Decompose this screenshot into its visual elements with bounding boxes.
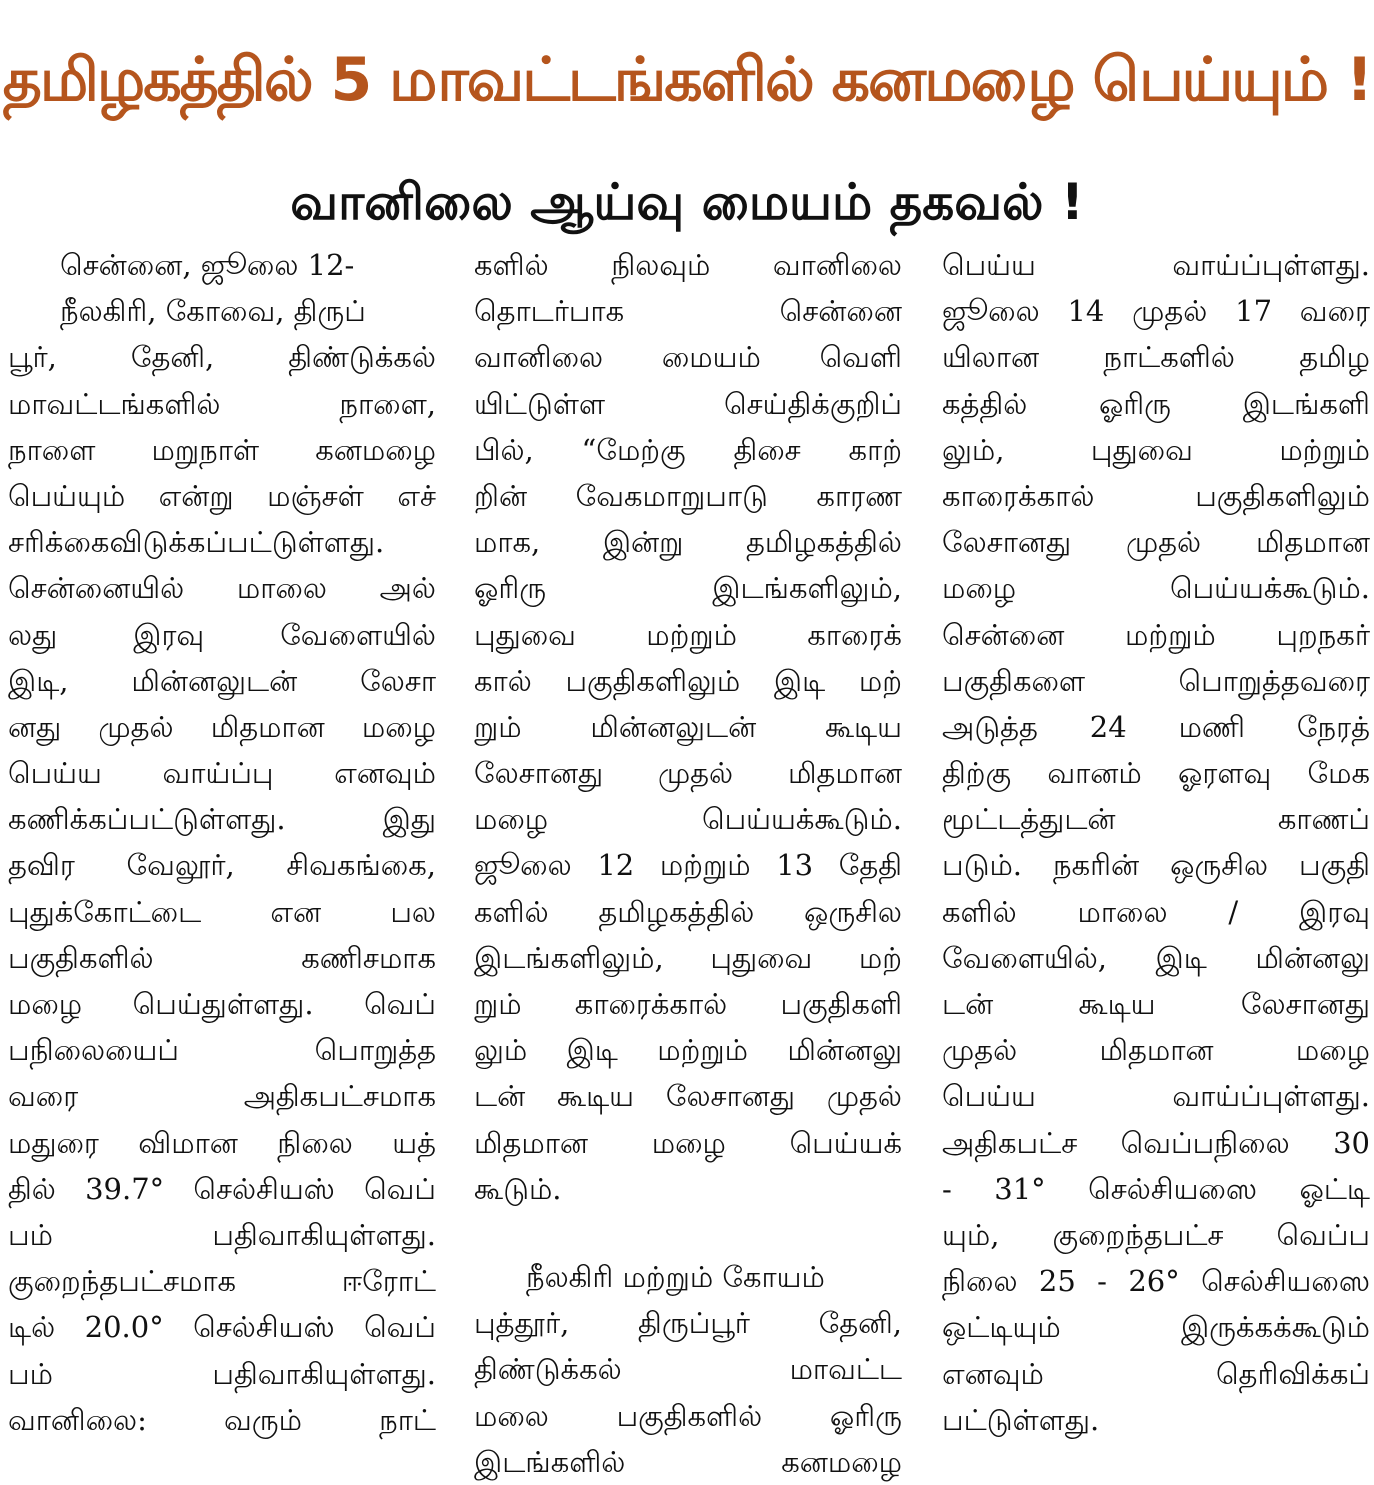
article-line: மிதமான மழை பெய்யக் <box>474 1125 902 1160</box>
article-line: பகுதிகளில் கணிசமாக <box>8 940 436 975</box>
article-column-1 <box>8 242 436 1437</box>
article-line: பெய்ய வாய்ப்புள்ளது. <box>942 248 1370 282</box>
article-line: களில் நிலவும் வானிலை <box>474 248 902 282</box>
article-line: பெய்யும் என்று மஞ்சள் எச் <box>8 478 436 513</box>
article-column-3 <box>942 242 1370 1437</box>
article-line: யிலான நாட்களில் தமிழ <box>942 340 1370 375</box>
article-line: சென்னை, ஜூலை 12- <box>60 248 355 282</box>
article-line: நாளை மறுநாள் கனமழை <box>8 432 436 467</box>
article-line: தில் 39.7° செல்சியஸ் வெப் <box>8 1171 436 1206</box>
article-line: கூடும். <box>474 1171 562 1206</box>
article-line: காரைக்கால் பகுதிகளிலும் <box>942 478 1370 513</box>
article-line: களில் மாலை / இரவு <box>942 894 1370 929</box>
article-line: - 31° செல்சியஸை ஓட்டி <box>942 1171 1370 1206</box>
article-line: கத்தில் ஓரிரு இடங்களி <box>942 386 1370 421</box>
article-line: பெய்ய வாய்ப்புள்ளது. <box>942 1079 1370 1114</box>
article-line: பில், “மேற்கு திசை காற் <box>474 432 902 467</box>
article-line: இடங்களில் கனமழை <box>474 1444 902 1479</box>
article-line: பநிலையைப் பொறுத்த <box>8 1033 436 1068</box>
article-line: னது முதல் மிதமான மழை <box>8 709 436 744</box>
article-line: லேசானது முதல் மிதமான <box>942 525 1370 560</box>
article-line: படும். நகரின் ஒருசில பகுதி <box>942 848 1370 883</box>
article-line: றும் மின்னலுடன் கூடிய <box>474 709 902 744</box>
article-line: சரிக்கைவிடுக்கப்பட்டுள்ளது. <box>8 525 385 560</box>
article-line: ஜூலை 14 முதல் 17 வரை <box>942 294 1370 329</box>
article-line: களில் தமிழகத்தில் ஒருசில <box>474 894 902 929</box>
article-line: முதல் மிதமான மழை <box>942 1033 1370 1068</box>
article-line: எனவும் தெரிவிக்கப் <box>942 1356 1370 1391</box>
article-line: இடங்களிலும், புதுவை மற் <box>474 940 902 975</box>
article-line: புத்தூர், திருப்பூர் தேனி, <box>474 1306 902 1341</box>
article-line: திண்டுக்கல் மாவட்ட <box>474 1352 902 1387</box>
headline: தமிழகத்தில் 5 மாவட்டங்களில் கனமழை பெய்யும் ! <box>2 45 1372 115</box>
article-line: கால் பகுதிகளிலும் இடி மற் <box>474 663 902 698</box>
article-line: புதுக்கோட்டை என பல <box>8 894 436 929</box>
article-line: மாவட்டங்களில் நாளை, <box>8 386 436 421</box>
article-line: கணிக்கப்பட்டுள்ளது. இது <box>8 802 436 837</box>
article-line: திற்கு வானம் ஓரளவு மேக <box>942 756 1370 791</box>
article-line: பெய்ய வாய்ப்பு எனவும் <box>8 756 436 791</box>
article-line: மலை பகுதிகளில் ஓரிரு <box>474 1398 902 1433</box>
article-line: டன் கூடிய லேசானது முதல் <box>474 1079 902 1114</box>
article-line: நீலகிரி மற்றும் கோயம் <box>526 1259 825 1294</box>
article-line: இடி, மின்னலுடன் லேசா <box>8 663 436 698</box>
article-line: வானிலை: வரும் நாட் <box>8 1402 436 1437</box>
article-line: மாக, இன்று தமிழகத்தில் <box>474 525 902 560</box>
subheadline: வானிலை ஆய்வு மையம் தகவல் ! <box>290 173 1084 231</box>
article-line: மழை பெய்துள்ளது. வெப் <box>8 987 436 1021</box>
article-line: றும் காரைக்கால் பகுதிகளி <box>474 987 902 1021</box>
article-line: மதுரை விமான நிலை யத் <box>8 1125 436 1160</box>
article-line: லேசானது முதல் மிதமான <box>474 756 902 791</box>
article-line: சென்னை மற்றும் புறநகர் <box>942 617 1370 652</box>
article-line: றின் வேகமாறுபாடு காரண <box>474 478 902 513</box>
article-line: ஒட்டியும் இருக்கக்கூடும் <box>942 1310 1370 1345</box>
article-line: லது இரவு வேளையில் <box>8 617 436 652</box>
article-line: அதிகபட்ச வெப்பநிலை 30 <box>942 1125 1370 1160</box>
article-line: தவிர வேலூர், சிவகங்கை, <box>8 848 436 883</box>
article-line: ஓரிரு இடங்களிலும், <box>474 571 902 606</box>
article-line: சென்னையில் மாலை அல் <box>8 571 436 606</box>
article-line: பட்டுள்ளது. <box>942 1402 1100 1437</box>
article-column-2 <box>474 242 902 1479</box>
article-line: மழை பெய்யக்கூடும். <box>474 802 902 837</box>
article-line: பகுதிகளை பொறுத்தவரை <box>942 663 1370 698</box>
article-line: பம் பதிவாகியுள்ளது. <box>8 1356 436 1391</box>
article-line: மூட்டத்துடன் காணப் <box>942 802 1370 837</box>
article-line: குறைந்தபட்சமாக ஈரோட் <box>8 1264 436 1299</box>
article-line: பம் பதிவாகியுள்ளது. <box>8 1217 436 1252</box>
article-line: டில் 20.0° செல்சியஸ் வெப் <box>8 1310 436 1345</box>
article-line: வானிலை மையம் வெளி <box>474 340 902 375</box>
article-line: யும், குறைந்தபட்ச வெப்ப <box>942 1217 1370 1252</box>
article-line: வேளையில், இடி மின்னலு <box>942 940 1370 975</box>
article-line: பூர், தேனி, திண்டுக்கல் <box>8 340 436 375</box>
article-line: அடுத்த 24 மணி நேரத் <box>942 709 1370 744</box>
article-line: லும் இடி மற்றும் மின்னலு <box>474 1033 902 1068</box>
article-line: யிட்டுள்ள செய்திக்குறிப் <box>474 386 902 421</box>
article-line: நீலகிரி, கோவை, திருப் <box>60 294 366 329</box>
article-line: வரை அதிகபட்சமாக <box>8 1079 436 1114</box>
article-line: டன் கூடிய லேசானது <box>942 987 1370 1021</box>
article-line: மழை பெய்யக்கூடும். <box>942 571 1370 606</box>
article-line: புதுவை மற்றும் காரைக் <box>474 617 902 652</box>
article-line: ஜூலை 12 மற்றும் 13 தேதி <box>474 848 902 883</box>
article-line: லும், புதுவை மற்றும் <box>942 432 1370 467</box>
article-line: நிலை 25 - 26° செல்சியஸை <box>942 1264 1370 1299</box>
article-line: தொடர்பாக சென்னை <box>474 294 902 329</box>
